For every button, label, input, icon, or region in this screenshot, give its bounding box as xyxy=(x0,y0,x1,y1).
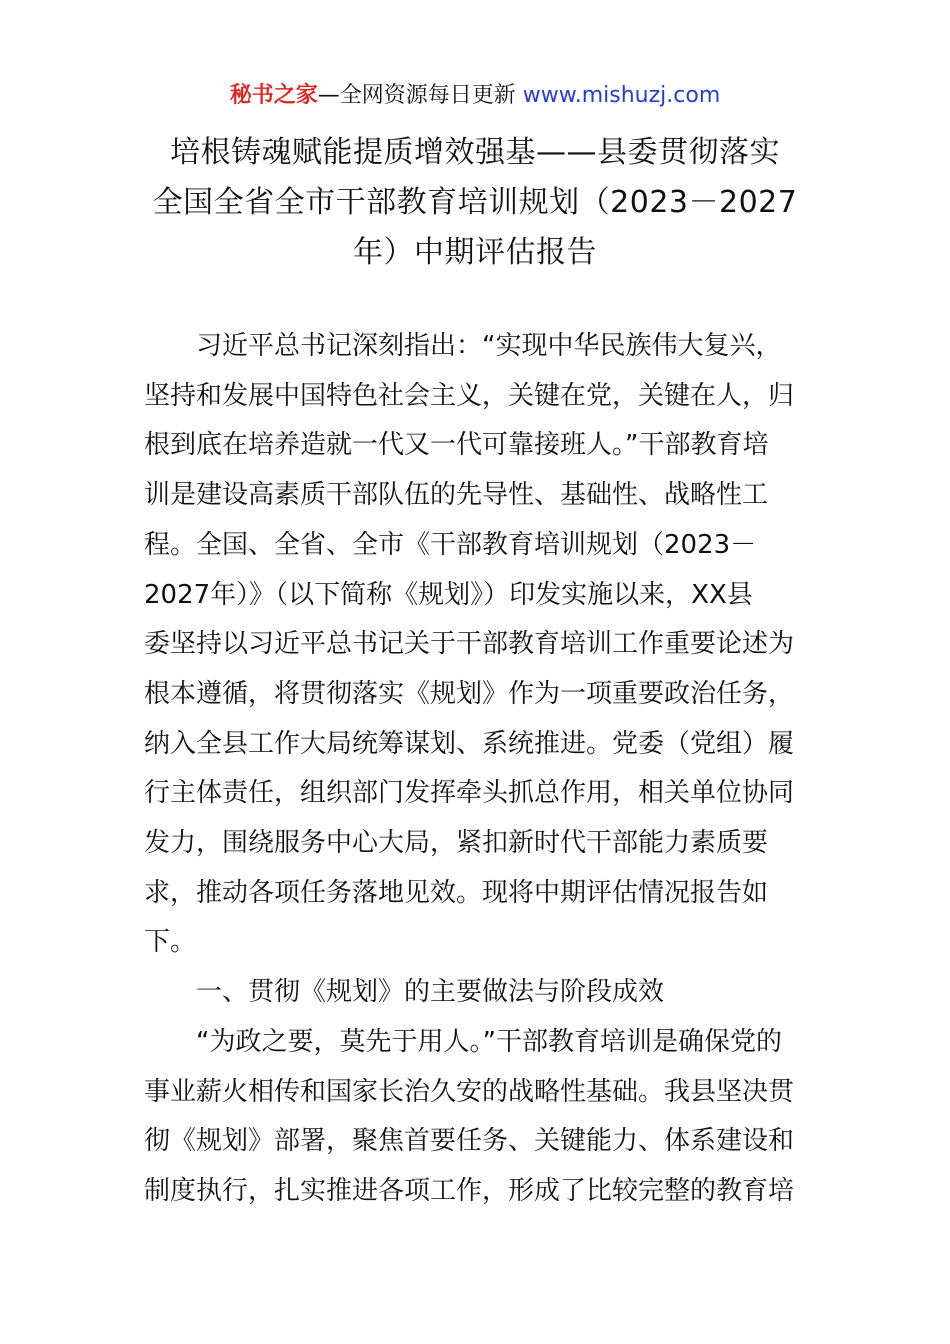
section-1-line: 制度执行，扎实推进各项工作，形成了比较完整的教育培 xyxy=(144,1175,795,1206)
title-line-2: 全国全省全市干部教育培训规划（2023－2027 xyxy=(152,185,798,220)
intro-line: 行主体责任，组织部门发挥牵头抓总作用，相关单位协同 xyxy=(144,778,795,809)
intro-line: 下。 xyxy=(144,927,197,958)
section-1-heading: 一、贯彻《规划》的主要做法与阶段成效 xyxy=(196,977,665,1008)
intro-line: 坚持和发展中国特色社会主义，关键在党，关键在人，归 xyxy=(144,380,795,411)
intro-line: 2027年）》（以下简称《规划》）印发实施以来，XX县 xyxy=(144,579,753,610)
banner-site-link[interactable]: www.mishuzj.com xyxy=(522,83,721,108)
intro-line: 根到底在培养造就一代又一代可靠接班人。”干部教育培 xyxy=(144,430,769,461)
intro-line: 训是建设高素质干部队伍的先导性、基础性、战略性工 xyxy=(144,480,769,511)
document-body xyxy=(144,322,808,1217)
intro-line: 委坚持以习近平总书记关于干部教育培训工作重要论述为 xyxy=(144,629,795,660)
section-1-line: “为政之要，莫先于用人。”干部教育培训是确保党的 xyxy=(196,1026,782,1057)
banner-slogan: —全网资源每日更新 xyxy=(317,83,523,108)
intro-line: 根本遵循，将贯彻落实《规划》作为一项重要政治任务， xyxy=(144,678,795,709)
section-1-paragraph xyxy=(144,1018,808,1217)
banner-brand: 秘书之家 xyxy=(229,83,318,108)
title-line-3: 年）中期评估报告 xyxy=(353,235,597,270)
intro-line: 程。全国、全省、全市《干部教育培训规划（2023－ xyxy=(144,529,757,560)
source-banner xyxy=(0,80,950,112)
document-title xyxy=(100,128,850,278)
section-1-line: 事业薪火相传和国家长治久安的战略性基础。我县坚决贯 xyxy=(144,1076,795,1107)
intro-line: 求，推动各项任务落地见效。现将中期评估情况报告如 xyxy=(144,877,769,908)
intro-paragraph xyxy=(144,322,808,968)
title-line-1: 培根铸魂赋能提质增效强基——县委贯彻落实 xyxy=(170,135,780,170)
intro-line: 习近平总书记深刻指出：“实现中华民族伟大复兴， xyxy=(196,331,782,361)
section-1-line: 彻《规划》部署，聚焦首要任务、关键能力、体系建设和 xyxy=(144,1126,795,1157)
intro-line: 纳入全县工作大局统筹谋划、系统推进。党委（党组）履 xyxy=(144,728,795,759)
intro-line: 发力，围绕服务中心大局，紧扣新时代干部能力素质要 xyxy=(144,828,769,859)
